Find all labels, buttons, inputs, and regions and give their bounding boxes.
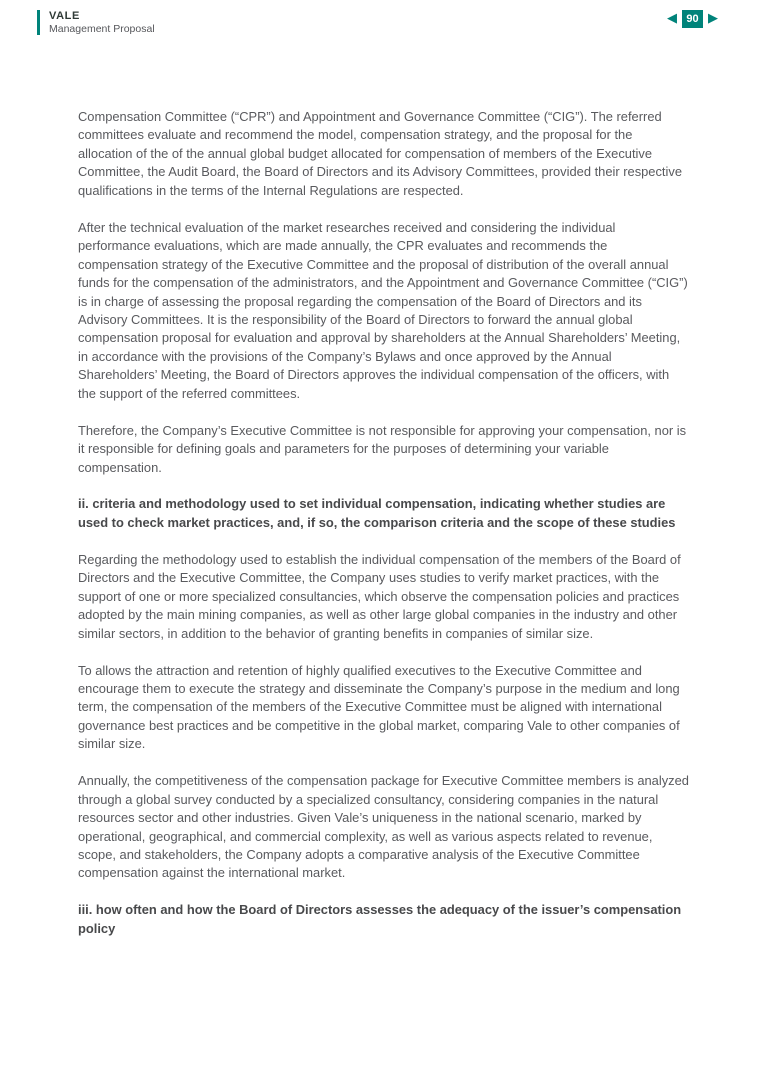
page-number-badge: 90 [682,10,703,28]
chevron-right-icon: ▶ [708,11,718,26]
brand-logo: VALE [49,10,80,22]
page-header [37,10,718,35]
header-accent-bar [37,10,40,35]
paragraph: Annually, the competitiveness of the compensation package for Executive Committee members is analyzed through a global survey conducted by a specialized consultancy, considering companies in the natural resources sector and other industries. Given Vale’s uniqueness in the national scenario, marked by operational, geographical, and commercial complexity, as well as various aspects related to revenue, scope, and stakeholders, the Company adopts a comparative analysis of the Executive Committee compensation against the international market. [78,773,689,881]
document-body [78,108,690,957]
section-heading: iii. how often and how the Board of Directors assesses the adequacy of the issuer’s compensation policy [78,902,682,936]
page-navigation [667,10,718,28]
chevron-left-icon: ◀ [667,11,677,26]
section-heading: ii. criteria and methodology used to set individual compensation, indicating whether studies are used to check market practices, and, if so, the comparison criteria and the scope of these studies [78,496,676,530]
previous-page-button[interactable] [667,10,677,28]
paragraph: Compensation Committee (“CPR”) and Appointment and Governance Committee (“CIG”). The referred committees evaluate and recommend the model, compensation strategy, and the proposal for the allocation of the of the annual global budget allocated for compensation of members of the Executive Committee, the Audit Board, the Board of Directors and its Advisory Committees, provided their respective qualifications in the terms of the Internal Regulations are respected. [78,109,682,198]
brand-block [37,10,155,35]
document-title: Management Proposal [49,23,155,35]
paragraph: Regarding the methodology used to establish the individual compensation of the members of the Board of Directors and the Executive Committee, the Company uses studies to verify market practices, with the support of one or more specialized consultancies, which observe the compensation policies and practices adopted by the main mining companies, as well as other large global companies in the industry and other similar sectors, in addition to the behavior of granting benefits in companies of similar size. [78,551,681,641]
paragraph: After the technical evaluation of the market researches received and considering the individual performance evaluations, which are made annually, the CPR evaluates and recommends the compensation strategy of the Executive Committee and the proposal of distribution of the overall annual funds for the compensation of the administrators, and the Appointment and Governance Committee (“CIG”) is in charge of assessing the proposal regarding the compensation of the Board of Directors and its Advisory Committees. It is the responsibility of the Board of Directors to forward the annual global compensation proposal for evaluation and approval by shareholders at the Annual Shareholders’ Meeting, in accordance with the provisions of the Company’s Bylaws and once approved by the Annual Shareholders’ Meeting, the Board of Directors approves the individual compensation of the officers, with the support of the referred committees. [78,219,688,401]
next-page-button[interactable] [708,10,718,28]
paragraph: To allows the attraction and retention of highly qualified executives to the Executive Committee and encourage them to execute the strategy and disseminate the Company’s purpose in the medium and long term, the compensation of the members of the Executive Committee must be aligned with international governance best practices and be competitive in the global market, comparing Vale to other companies of similar size. [78,662,680,752]
document-content [78,108,690,938]
paragraph: Therefore, the Company’s Executive Committee is not responsible for approving your compensation, nor is it responsible for defining goals and parameters for the purposes of determining your variable compensation. [78,422,687,475]
